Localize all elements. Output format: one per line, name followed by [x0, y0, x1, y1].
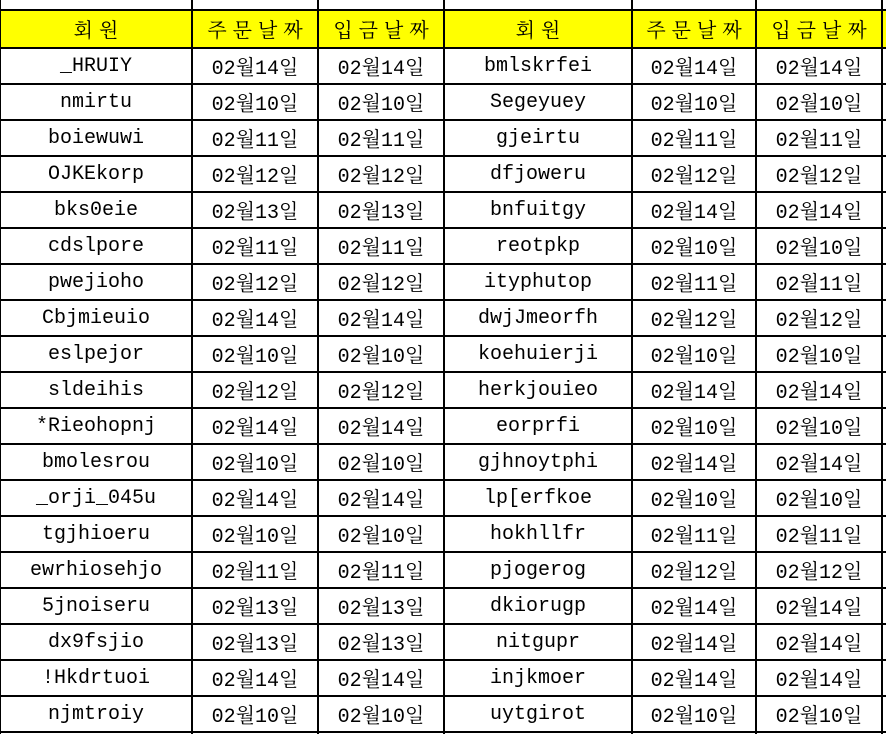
cell-deposit-date-left[interactable]: 02월13일	[319, 625, 443, 659]
cell-member-right[interactable]: dkiorugp	[445, 589, 631, 623]
cell-deposit-date-left[interactable]: 02월11일	[319, 553, 443, 587]
cell-deposit-date-left[interactable]: 02월10일	[319, 337, 443, 371]
partial-row-cell	[757, 0, 881, 9]
cell-deposit-date-right[interactable]: 02월11일	[757, 121, 881, 155]
header-member-left[interactable]: 회원	[1, 11, 191, 47]
cell-order-date-left[interactable]: 02월11일	[193, 121, 317, 155]
cell-deposit-date-left[interactable]: 02월10일	[319, 517, 443, 551]
cell-member-right[interactable]: bnfuitgy	[445, 193, 631, 227]
cell-member-left[interactable]: _orji_045u	[1, 481, 191, 515]
cell-member-left[interactable]: !Hkdrtuoi	[1, 661, 191, 695]
cell-order-date-left[interactable]: 02월13일	[193, 625, 317, 659]
cell-member-left[interactable]: boiewuwi	[1, 121, 191, 155]
cell-deposit-date-left[interactable]: 02월14일	[319, 661, 443, 695]
cell-deposit-date-right[interactable]: 02월10일	[757, 481, 881, 515]
partial-row-cell	[193, 0, 317, 9]
cell-order-date-right[interactable]: 02월11일	[633, 517, 755, 551]
cell-member-right[interactable]: gjeirtu	[445, 121, 631, 155]
cell-member-right[interactable]: gjhnoytphi	[445, 445, 631, 479]
cell-member-right[interactable]: ityphutop	[445, 265, 631, 299]
header-deposit-date-right[interactable]: 입금날짜	[757, 11, 881, 47]
cell-order-date-left[interactable]: 02월10일	[193, 445, 317, 479]
cell-order-date-right[interactable]: 02월10일	[633, 697, 755, 731]
cell-member-right[interactable]: pjogerog	[445, 553, 631, 587]
cell-member-left[interactable]: pwejioho	[1, 265, 191, 299]
cell-member-left[interactable]: OJKEkorp	[1, 157, 191, 191]
cell-member-left[interactable]: ewrhiosehjo	[1, 553, 191, 587]
header-order-date-left[interactable]: 주문날짜	[193, 11, 317, 47]
cell-order-date-right[interactable]: 02월14일	[633, 373, 755, 407]
cell-deposit-date-left[interactable]: 02월14일	[319, 49, 443, 83]
cell-deposit-date-left[interactable]: 02월12일	[319, 157, 443, 191]
cell-order-date-right[interactable]: 02월11일	[633, 265, 755, 299]
cell-order-date-left[interactable]: 02월10일	[193, 85, 317, 119]
cell-order-date-right[interactable]: 02월12일	[633, 157, 755, 191]
partial-row-cell	[319, 0, 443, 9]
cell-deposit-date-right[interactable]: 02월12일	[757, 553, 881, 587]
cell-deposit-date-right[interactable]: 02월10일	[757, 229, 881, 263]
cell-member-left[interactable]: nmirtu	[1, 85, 191, 119]
cell-deposit-date-left[interactable]: 02월14일	[319, 481, 443, 515]
cell-deposit-date-right[interactable]: 02월10일	[757, 337, 881, 371]
cell-member-left[interactable]: bmolesrou	[1, 445, 191, 479]
cell-order-date-right[interactable]: 02월14일	[633, 445, 755, 479]
cell-deposit-date-right[interactable]: 02월10일	[757, 409, 881, 443]
cell-member-right[interactable]: injkmoer	[445, 661, 631, 695]
header-order-date-right[interactable]: 주문날짜	[633, 11, 755, 47]
cell-order-date-right[interactable]: 02월14일	[633, 49, 755, 83]
cell-order-date-right[interactable]: 02월14일	[633, 193, 755, 227]
cell-member-right[interactable]: reotpkp	[445, 229, 631, 263]
cell-member-right[interactable]: koehuierji	[445, 337, 631, 371]
cell-order-date-left[interactable]: 02월12일	[193, 157, 317, 191]
cell-member-left[interactable]: 5jnoiseru	[1, 589, 191, 623]
cell-order-date-right[interactable]: 02월11일	[633, 121, 755, 155]
cell-order-date-right[interactable]: 02월10일	[633, 229, 755, 263]
cell-deposit-date-left[interactable]: 02월12일	[319, 373, 443, 407]
cell-deposit-date-left[interactable]: 02월11일	[319, 229, 443, 263]
cell-member-right[interactable]: herkjouieo	[445, 373, 631, 407]
cell-deposit-date-right[interactable]: 02월12일	[757, 157, 881, 191]
cell-member-right[interactable]: dwjJmeorfh	[445, 301, 631, 335]
cell-deposit-date-right[interactable]: 02월14일	[757, 625, 881, 659]
cell-order-date-left[interactable]: 02월11일	[193, 553, 317, 587]
cell-member-left[interactable]: njmtroiy	[1, 697, 191, 731]
cell-deposit-date-left[interactable]: 02월10일	[319, 445, 443, 479]
cell-member-left[interactable]: *Rieohopnj	[1, 409, 191, 443]
cell-deposit-date-right[interactable]: 02월14일	[757, 193, 881, 227]
cell-order-date-left[interactable]: 02월12일	[193, 373, 317, 407]
cell-member-left[interactable]: Cbjmieuio	[1, 301, 191, 335]
cell-deposit-date-left[interactable]: 02월14일	[319, 409, 443, 443]
cell-order-date-right[interactable]: 02월12일	[633, 553, 755, 587]
cell-order-date-left[interactable]: 02월14일	[193, 409, 317, 443]
cell-order-date-right[interactable]: 02월10일	[633, 337, 755, 371]
cell-order-date-right[interactable]: 02월10일	[633, 481, 755, 515]
cell-deposit-date-right[interactable]: 02월10일	[757, 85, 881, 119]
header-member-right[interactable]: 회원	[445, 11, 631, 47]
cell-member-left[interactable]: cdslpore	[1, 229, 191, 263]
cell-member-right[interactable]: hokhllfr	[445, 517, 631, 551]
cell-deposit-date-left[interactable]: 02월12일	[319, 265, 443, 299]
cell-order-date-left[interactable]: 02월11일	[193, 229, 317, 263]
cell-order-date-right[interactable]: 02월10일	[633, 85, 755, 119]
cell-deposit-date-left[interactable]: 02월10일	[319, 85, 443, 119]
cell-order-date-left[interactable]: 02월13일	[193, 193, 317, 227]
cell-member-right[interactable]: uytgirot	[445, 697, 631, 731]
cell-order-date-left[interactable]: 02월14일	[193, 301, 317, 335]
cell-order-date-left[interactable]: 02월10일	[193, 337, 317, 371]
cell-order-date-left[interactable]: 02월10일	[193, 697, 317, 731]
cell-deposit-date-left[interactable]: 02월10일	[319, 697, 443, 731]
cell-member-right[interactable]: eorprfi	[445, 409, 631, 443]
header-deposit-date-left[interactable]: 입금날짜	[319, 11, 443, 47]
cell-deposit-date-left[interactable]: 02월14일	[319, 301, 443, 335]
cell-order-date-right[interactable]: 02월14일	[633, 661, 755, 695]
partial-row-cell	[633, 0, 755, 9]
cell-deposit-date-right[interactable]: 02월12일	[757, 301, 881, 335]
cell-order-date-left[interactable]: 02월14일	[193, 661, 317, 695]
cell-deposit-date-right[interactable]: 02월11일	[757, 265, 881, 299]
cell-deposit-date-right[interactable]: 02월14일	[757, 445, 881, 479]
cell-order-date-left[interactable]: 02월10일	[193, 517, 317, 551]
cell-order-date-left[interactable]: 02월12일	[193, 265, 317, 299]
cell-deposit-date-left[interactable]: 02월13일	[319, 589, 443, 623]
cell-order-date-right[interactable]: 02월12일	[633, 301, 755, 335]
cell-deposit-date-left[interactable]: 02월11일	[319, 121, 443, 155]
cell-member-right[interactable]: lp[erfkoe	[445, 481, 631, 515]
cell-deposit-date-right[interactable]: 02월10일	[757, 697, 881, 731]
cell-member-left[interactable]: eslpejor	[1, 337, 191, 371]
cell-member-right[interactable]: Segeyuey	[445, 85, 631, 119]
cell-order-date-left[interactable]: 02월13일	[193, 589, 317, 623]
cell-member-left[interactable]: tgjhioeru	[1, 517, 191, 551]
cell-member-left[interactable]: _HRUIY	[1, 49, 191, 83]
cell-order-date-right[interactable]: 02월14일	[633, 625, 755, 659]
cell-deposit-date-right[interactable]: 02월11일	[757, 517, 881, 551]
cell-member-left[interactable]: bks0eie	[1, 193, 191, 227]
cell-order-date-left[interactable]: 02월14일	[193, 49, 317, 83]
cell-member-right[interactable]: dfjoweru	[445, 157, 631, 191]
partial-row-cell	[1, 0, 191, 9]
cell-order-date-right[interactable]: 02월14일	[633, 589, 755, 623]
partial-row-cell	[445, 0, 631, 9]
cell-member-left[interactable]: dx9fsjio	[1, 625, 191, 659]
cell-deposit-date-right[interactable]: 02월14일	[757, 49, 881, 83]
cell-deposit-date-left[interactable]: 02월13일	[319, 193, 443, 227]
cell-order-date-left[interactable]: 02월14일	[193, 481, 317, 515]
cell-order-date-right[interactable]: 02월10일	[633, 409, 755, 443]
cell-member-left[interactable]: sldeihis	[1, 373, 191, 407]
cell-deposit-date-right[interactable]: 02월14일	[757, 661, 881, 695]
cell-deposit-date-right[interactable]: 02월14일	[757, 373, 881, 407]
cell-member-right[interactable]: bmlskrfei	[445, 49, 631, 83]
cell-deposit-date-right[interactable]: 02월14일	[757, 589, 881, 623]
cell-member-right[interactable]: nitgupr	[445, 625, 631, 659]
